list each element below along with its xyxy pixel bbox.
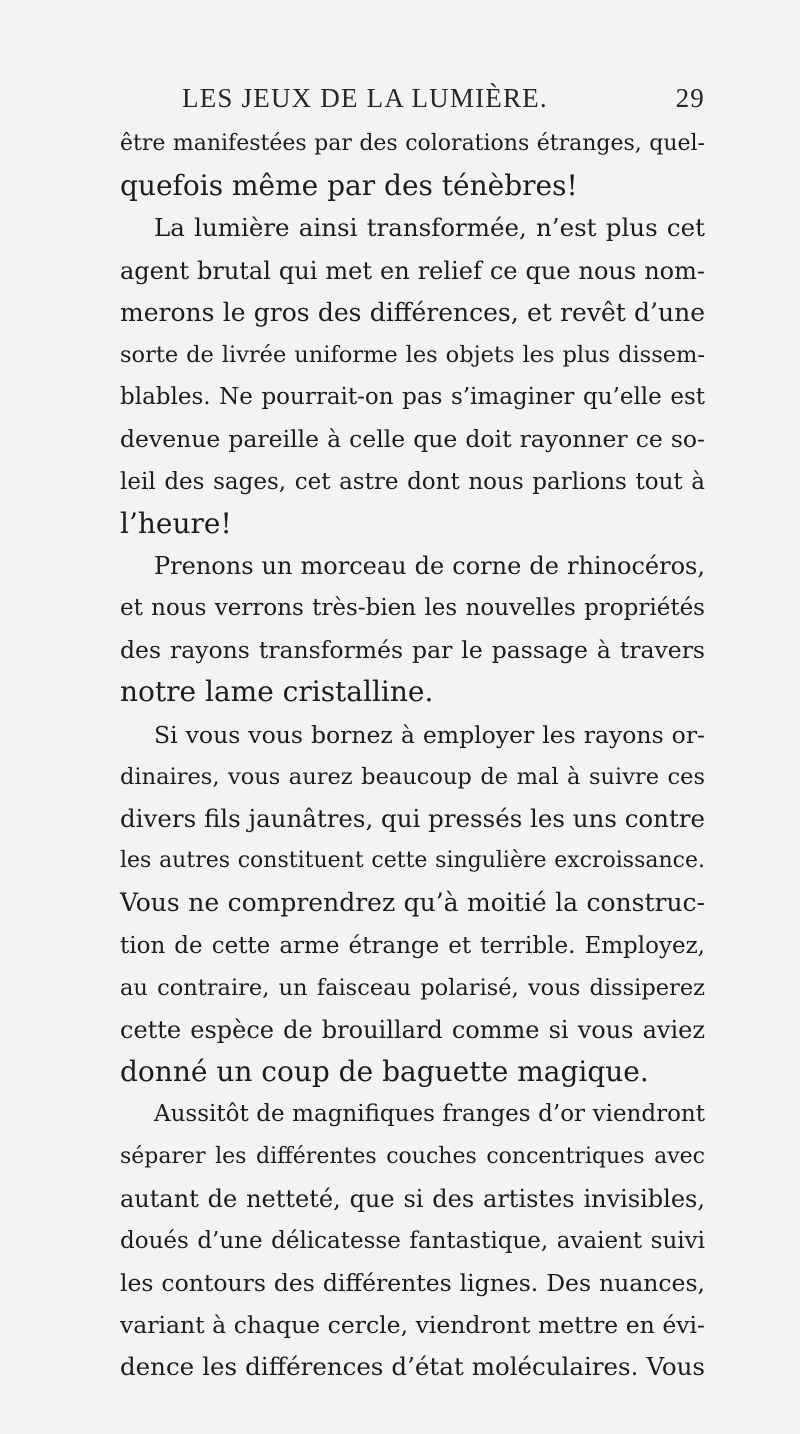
text-line: dinaires, vous aurez beaucoup de mal à suivre ces	[120, 763, 705, 790]
text-line: les autres constituent cette singulière excroissance.	[120, 848, 705, 874]
text-line: dence les différences d’état moléculaires. Vous	[120, 1352, 705, 1382]
text-line: autant de netteté, que si des artistes invisibles,	[120, 1184, 705, 1213]
text-line: et nous verrons très-bien les nouvelles propriétés	[120, 595, 705, 622]
page-number: 29	[675, 83, 705, 113]
text-line: doués d’une délicatesse fantastique, avaient suivi	[120, 1227, 705, 1254]
text-line: notre lame cristalline.	[120, 675, 434, 709]
text-line: divers fils jaunâtres, qui pressés les uns contre	[120, 804, 705, 833]
running-title: LES JEUX DE LA LUMIÈRE.	[182, 83, 548, 113]
text-line: devenue pareille à celle que doit rayonner ce so-	[120, 425, 705, 454]
text-line: Prenons un morceau de corne de rhinocéros,	[154, 551, 705, 580]
text-line: agent brutal qui met en relief ce que nous nom-	[120, 256, 705, 285]
text-line: leil des sages, cet astre dont nous parlions tout à	[120, 468, 705, 495]
text-line: Si vous vous bornez à employer les rayons or-	[154, 720, 705, 749]
text-line: La lumière ainsi transformée, n’est plus cet	[154, 213, 705, 243]
text-line: au contraire, un faisceau polarisé, vous dissiperez	[120, 974, 705, 1001]
running-head	[120, 83, 705, 123]
text-line: tion de cette arme étrange et terrible. Employez,	[120, 932, 705, 959]
text-line: Aussitôt de magnifiques franges d’or viendront	[154, 1101, 705, 1128]
text-line: quefois même par des ténèbres!	[120, 169, 578, 203]
text-line: blables. Ne pourrait-on pas s’imaginer qu’elle est	[120, 384, 705, 411]
text-line: des rayons transformés par le passage à travers	[120, 636, 705, 665]
text-line: les contours des différentes lignes. Des nuances,	[120, 1269, 705, 1298]
text-line: sorte de livrée uniforme les objets les plus dissem-	[120, 341, 705, 368]
text-line: merons le gros des différences, et revêt d’une	[120, 297, 705, 327]
text-line: séparer les différentes couches concentriques avec	[120, 1143, 705, 1169]
text-line: être manifestées par des colorations étranges, quel-	[120, 131, 705, 156]
text-line: l’heure!	[120, 506, 232, 540]
text-line: cette espèce de brouillard comme si vous aviez	[120, 1015, 705, 1044]
body-text	[120, 123, 705, 1389]
text-line: Vous ne comprendrez qu’à moitié la construc-	[120, 888, 705, 918]
text-line: variant à chaque cercle, viendront mettre en évi-	[120, 1311, 705, 1340]
text-line: donné un coup de baguette magique.	[120, 1055, 649, 1089]
